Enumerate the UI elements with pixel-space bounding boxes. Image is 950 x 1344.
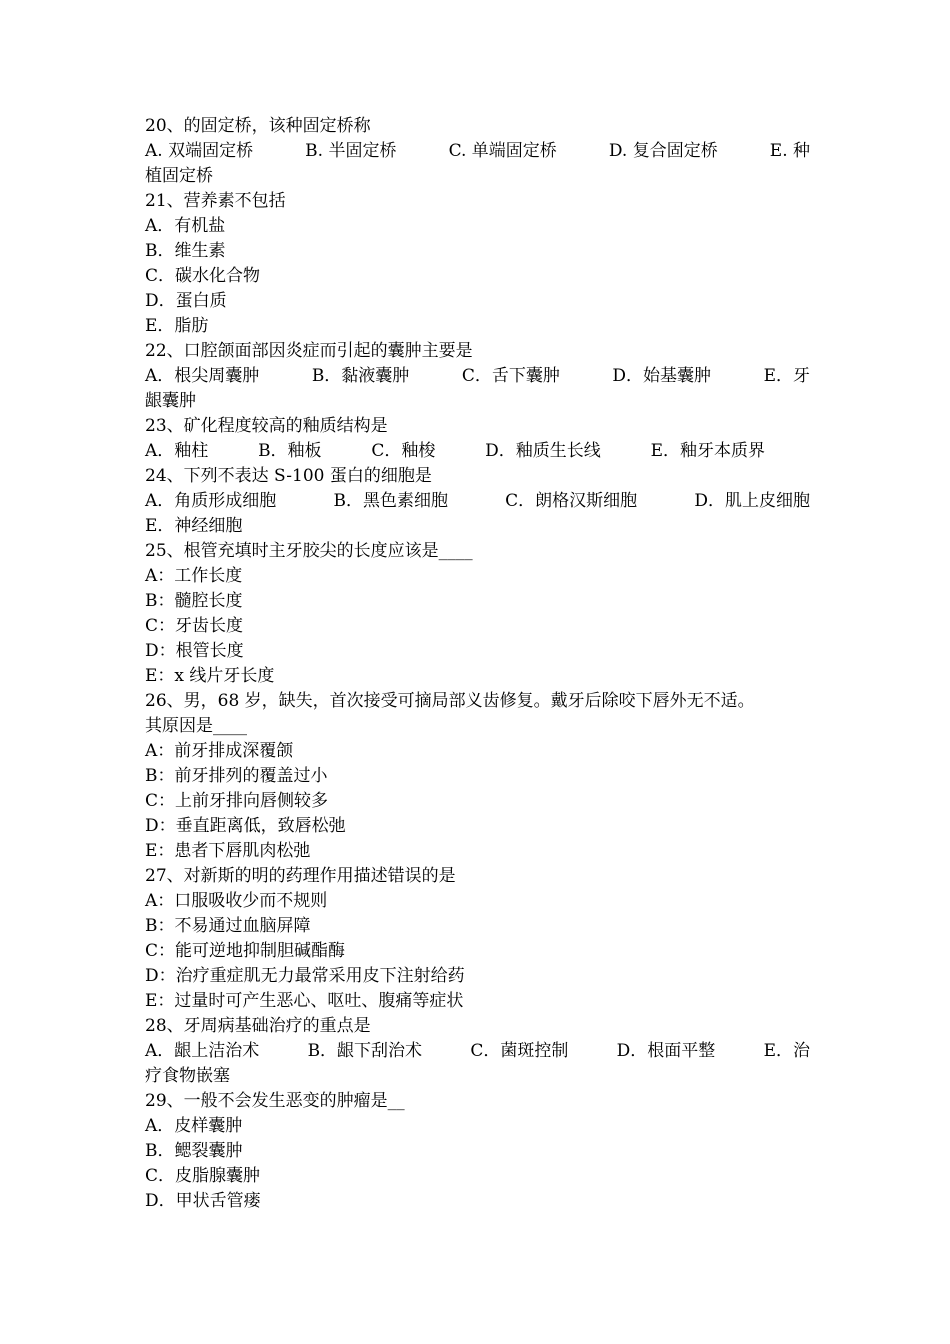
option-a: A. 双端固定桥 bbox=[145, 141, 254, 161]
option-e: E．牙 bbox=[763, 366, 810, 386]
option-c: C：能可逆地抑制胆碱酯酶 bbox=[145, 941, 346, 961]
option-e: E：过量时可产生恶心、呕吐、腹痛等症状 bbox=[145, 991, 464, 1011]
option-a: A：工作长度 bbox=[145, 566, 243, 586]
option-c: C．碳水化合物 bbox=[145, 266, 261, 286]
option-c: C：上前牙排向唇侧较多 bbox=[145, 791, 329, 811]
option-e: E．釉牙本质界 bbox=[650, 441, 765, 461]
option-continuation: 龈囊肿 bbox=[145, 391, 196, 411]
document-page bbox=[145, 114, 810, 1214]
option-b: B．黑色素细胞 bbox=[333, 491, 448, 511]
option-a: A．皮样囊肿 bbox=[145, 1116, 243, 1136]
option-c: C．朗格汉斯细胞 bbox=[505, 491, 638, 511]
option-c: C．舌下囊肿 bbox=[461, 366, 560, 386]
option-b: B：前牙排列的覆盖过小 bbox=[145, 766, 328, 786]
inline-options bbox=[145, 439, 765, 464]
option-b: B．釉板 bbox=[258, 441, 322, 461]
option-d: D. 复合固定桥 bbox=[608, 141, 718, 161]
option-d: D．始基囊肿 bbox=[612, 366, 712, 386]
question-stem: 23、矿化程度较高的釉质结构是 bbox=[145, 416, 388, 436]
question-stem: 24、下列不表达 S-100 蛋白的细胞是 bbox=[145, 466, 432, 486]
option-b: B．黏液囊肿 bbox=[311, 366, 410, 386]
option-e: E：患者下唇肌肉松弛 bbox=[145, 841, 311, 861]
option-d: D：垂直距离低，致唇松弛 bbox=[145, 816, 346, 836]
inline-options bbox=[145, 489, 810, 514]
inline-options bbox=[145, 364, 810, 389]
option-b: B：髓腔长度 bbox=[145, 591, 243, 611]
option-c: C．皮脂腺囊肿 bbox=[145, 1166, 261, 1186]
option-d: D．蛋白质 bbox=[145, 291, 227, 311]
option-d: D．根面平整 bbox=[616, 1041, 716, 1061]
option-d: D．甲状舌管瘘 bbox=[145, 1191, 261, 1211]
question-stem: 29、一般不会发生恶变的肿瘤是__ bbox=[145, 1091, 405, 1111]
option-e: E．神经细胞 bbox=[145, 516, 243, 536]
option-b: B：不易通过血脑屏障 bbox=[145, 916, 311, 936]
option-a: A．根尖周囊肿 bbox=[145, 366, 260, 386]
option-a: A．角质形成细胞 bbox=[145, 491, 277, 511]
option-d: D．釉质生长线 bbox=[485, 441, 601, 461]
question-stem-continuation: 其原因是____ bbox=[145, 716, 247, 736]
option-d: D：治疗重症肌无力最常采用皮下注射给药 bbox=[145, 966, 465, 986]
question-stem: 20、的固定桥，该种固定桥称 bbox=[145, 116, 371, 136]
option-e: E. 种 bbox=[769, 141, 810, 161]
option-continuation: 植固定桥 bbox=[145, 166, 213, 186]
question-stem: 28、牙周病基础治疗的重点是 bbox=[145, 1016, 371, 1036]
option-d: D：根管长度 bbox=[145, 641, 244, 661]
option-d: D．肌上皮细胞 bbox=[694, 491, 810, 511]
option-e: E．脂肪 bbox=[145, 316, 209, 336]
inline-options bbox=[145, 139, 810, 164]
option-c: C. 单端固定桥 bbox=[448, 141, 557, 161]
question-stem: 25、根管充填时主牙胶尖的长度应该是____ bbox=[145, 541, 473, 561]
option-c: C．菌斑控制 bbox=[470, 1041, 569, 1061]
option-a: A．有机盐 bbox=[145, 216, 226, 236]
option-continuation: 疗食物嵌塞 bbox=[145, 1066, 230, 1086]
option-a: A：口服吸收少而不规则 bbox=[145, 891, 328, 911]
question-stem: 27、对新斯的明的药理作用描述错误的是 bbox=[145, 866, 456, 886]
option-a: A．釉柱 bbox=[145, 441, 209, 461]
question-stem: 26、男，68 岁，缺失，首次接受可摘局部义齿修复。戴牙后除咬下唇外无不适。 bbox=[145, 691, 755, 711]
option-b: B．维生素 bbox=[145, 241, 226, 261]
option-e: E．治 bbox=[763, 1041, 810, 1061]
question-stem: 21、营养素不包括 bbox=[145, 191, 286, 211]
option-a: A：前牙排成深覆颌 bbox=[145, 741, 294, 761]
option-b: B. 半固定桥 bbox=[305, 141, 397, 161]
option-b: B．鳃裂囊肿 bbox=[145, 1141, 243, 1161]
option-c: C．釉梭 bbox=[371, 441, 436, 461]
option-c: C：牙齿长度 bbox=[145, 616, 244, 636]
option-b: B．龈下刮治术 bbox=[307, 1041, 423, 1061]
question-stem: 22、口腔颌面部因炎症而引起的囊肿主要是 bbox=[145, 341, 473, 361]
inline-options bbox=[145, 1039, 810, 1064]
option-e: E：x 线片牙长度 bbox=[145, 666, 275, 686]
option-a: A．龈上洁治术 bbox=[145, 1041, 260, 1061]
